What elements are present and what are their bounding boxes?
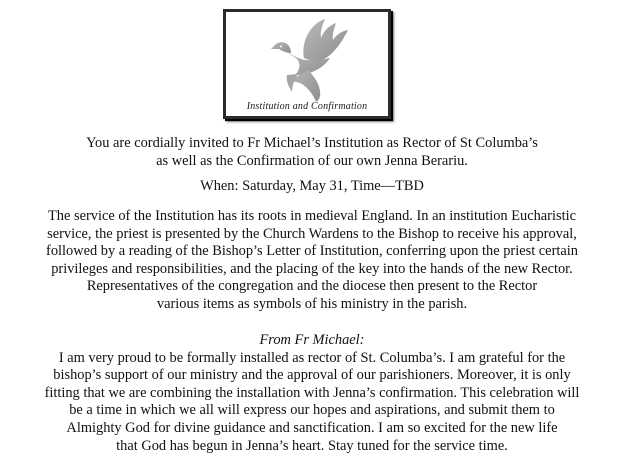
history-line: The service of the Institution has its roots in medieval England. In an institution Eucharistic bbox=[48, 208, 576, 224]
invitation-line: as well as the Confirmation of our own Jenna Berariu. bbox=[156, 152, 468, 169]
history-line: service, the priest is presented by the Church Wardens to the Bishop to receive his approval, bbox=[47, 225, 577, 242]
history-line: Representatives of the congregation and the diocese then present to the Rector bbox=[86, 278, 538, 295]
from-michael-line: Almighty God for divine guidance and sanctification. I am so excited for the new life bbox=[66, 419, 558, 436]
invitation-line: You are cordially invited to Fr Michael’s Institution as Rector of St Columba’s bbox=[86, 135, 538, 151]
history-paragraph bbox=[6, 208, 618, 314]
from-michael-line: I am very proud to be formally installed as rector of St. Columba’s. I am grateful for the bbox=[58, 349, 566, 366]
history-line: followed by a reading of the Bishop’s Letter of Institution, conferring upon the priest certain bbox=[46, 243, 578, 260]
header-card bbox=[223, 9, 391, 119]
history-line: privileges and responsibilities, and the placing of the key into the hands of the new Rector. bbox=[51, 260, 573, 277]
invitation-paragraph bbox=[6, 135, 618, 170]
from-michael-section bbox=[6, 332, 618, 455]
from-michael-line: that God has begun in Jenna’s heart. Stay tuned for the service time. bbox=[116, 437, 508, 454]
dove-icon bbox=[264, 18, 352, 102]
when-line: When: Saturday, May 31, Time—TBD bbox=[200, 178, 424, 194]
from-michael-line: be a time in which we all will express our hopes and aspirations, and submit them to bbox=[69, 402, 555, 419]
from-michael-line: fitting that we are combining the installation with Jenna’s confirmation. This celebration will bbox=[44, 384, 580, 401]
history-line: various items as symbols of his ministry in the parish. bbox=[156, 295, 468, 312]
from-michael-heading: From Fr Michael: bbox=[259, 332, 365, 348]
card-caption: Institution and Confirmation bbox=[246, 101, 368, 112]
from-michael-line: bishop’s support of our ministry and the approval of our parishioners. Moreover, it is only bbox=[53, 367, 571, 384]
